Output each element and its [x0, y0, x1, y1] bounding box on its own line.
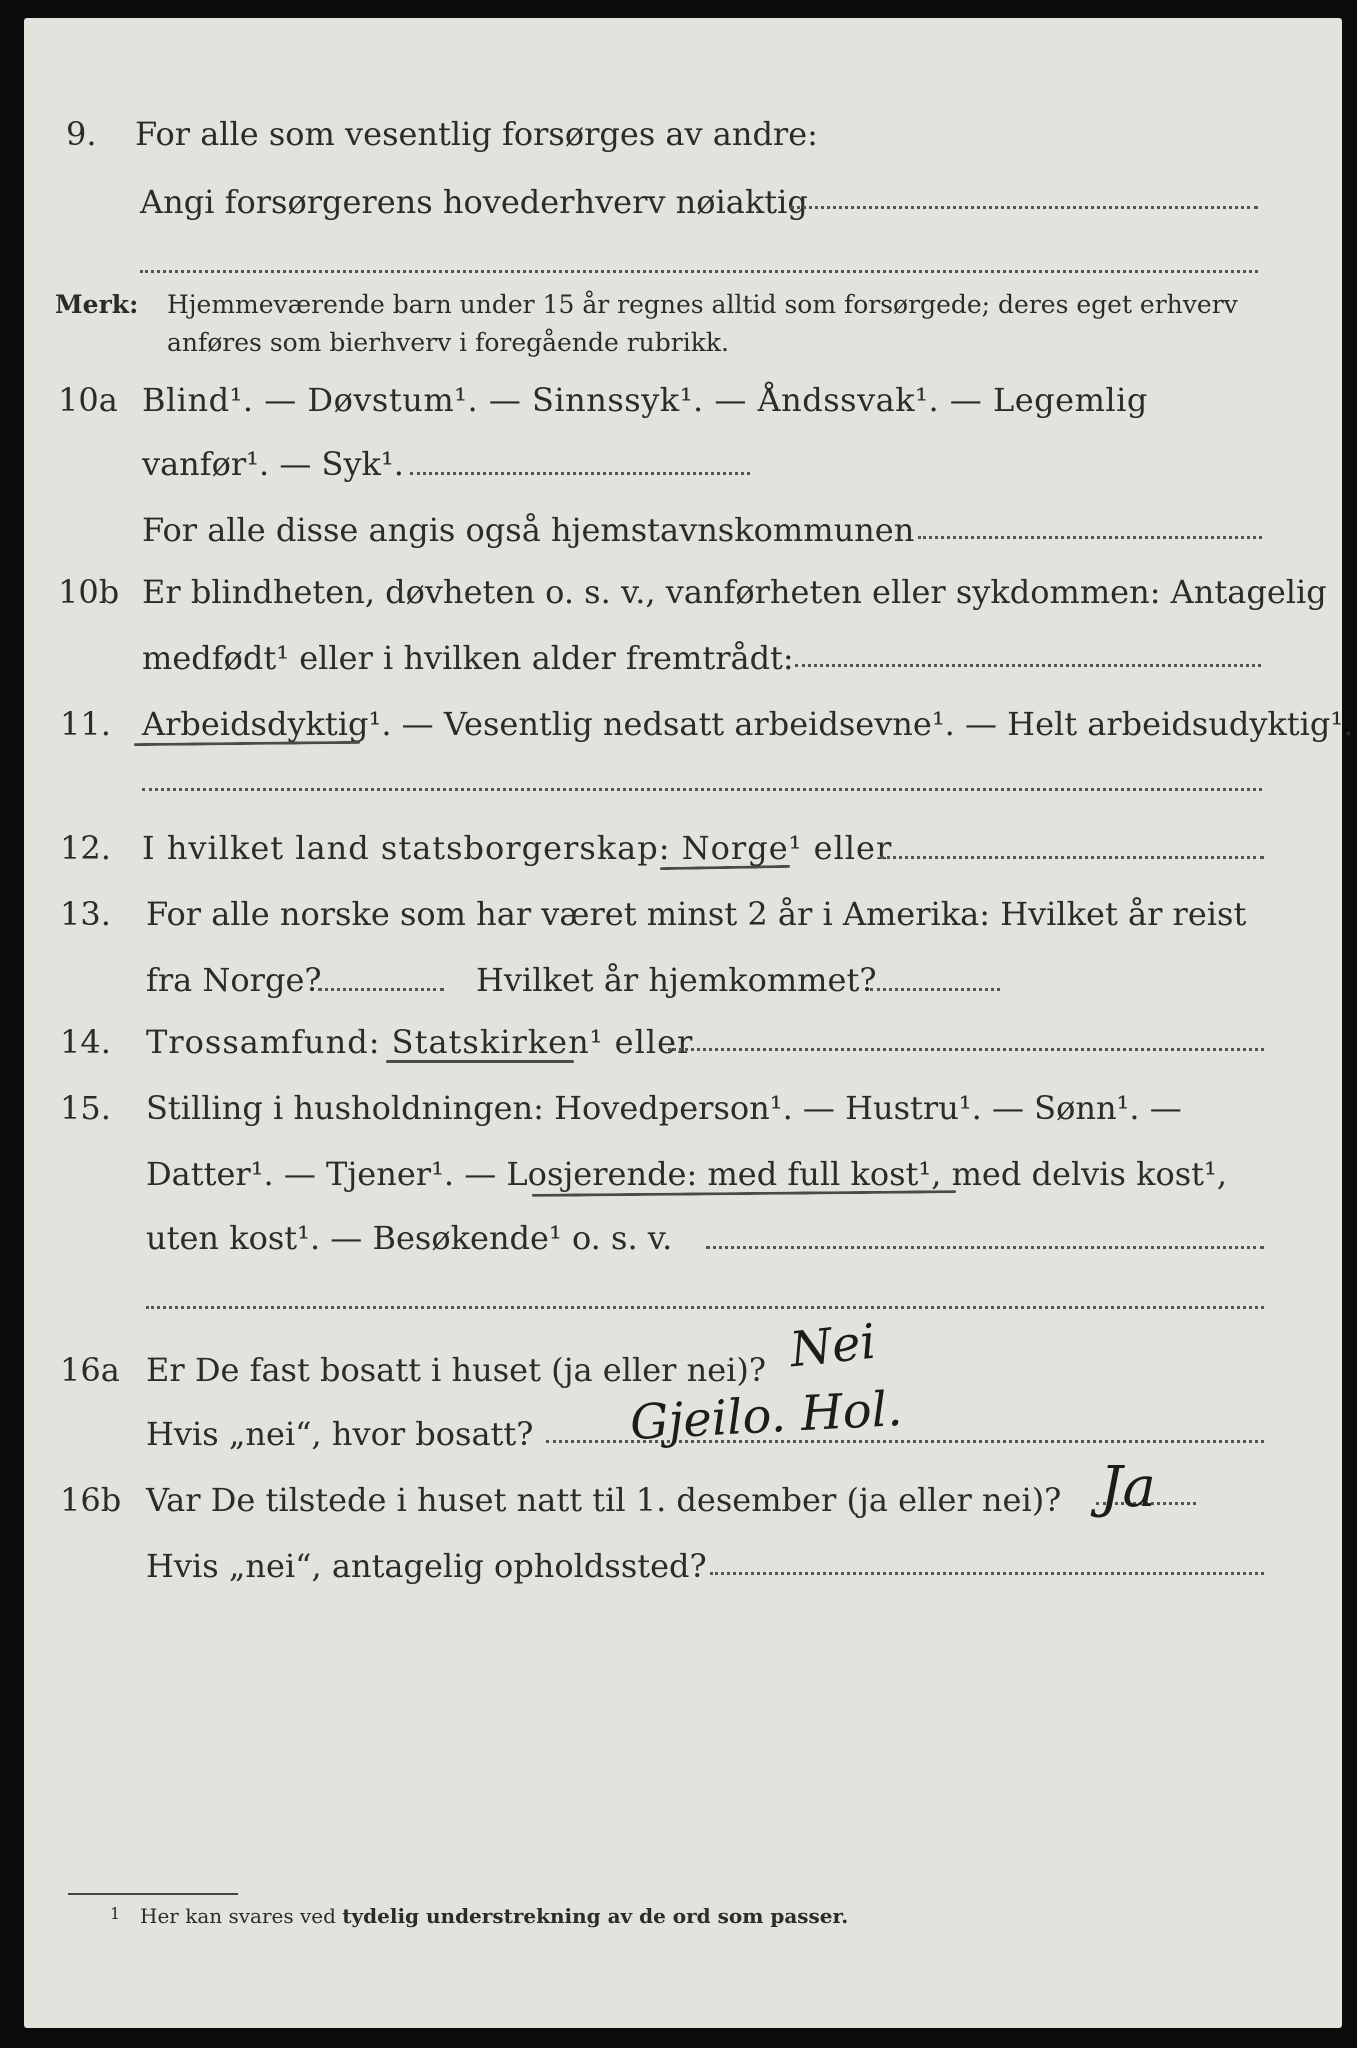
q11-number: 11. — [60, 705, 111, 743]
q13-text-2a: fra Norge? — [146, 961, 322, 999]
q14-answer-line[interactable] — [668, 1048, 1264, 1051]
q16b-answer-line-2[interactable] — [710, 1572, 1264, 1575]
q10a-text-3: For alle disse angis også hjemstavnskommunen — [142, 511, 915, 549]
q16a-handwritten-residence: Gjeilo. Hol. — [628, 1380, 904, 1452]
q16b-text-2: Hvis „nei“, antagelig opholdssted? — [146, 1547, 707, 1585]
q14-underline-mark — [386, 1060, 574, 1063]
merk-label: Merk: — [55, 290, 139, 319]
q16a-handwritten-answer: Nei — [787, 1313, 879, 1379]
q13-number: 13. — [60, 895, 111, 933]
q10b-text-2: medfødt¹ eller i hvilken alder fremtrådt: — [142, 639, 794, 677]
q13-text: For alle norske som har været minst 2 år i Amerika: Hvilket år reist — [146, 895, 1247, 933]
q10a-answer-line[interactable] — [410, 472, 750, 475]
q10a-text: Blind¹. — Døvstum¹. — Sinnssyk¹. — Åndssvak¹. — Legemlig — [142, 381, 1148, 419]
q14-text: Trossamfund: Statskirken¹ eller — [146, 1023, 694, 1061]
q16a-number: 16a — [60, 1351, 120, 1389]
q10a-number: 10a — [58, 381, 118, 419]
q11-text: Arbeidsdyktig¹. — Vesentlig nedsatt arbeidsevne¹. — Helt arbeidsudyktig¹. — [142, 705, 1354, 743]
footnote-rule — [68, 1893, 238, 1895]
q9-answer-line-2[interactable] — [140, 270, 1258, 273]
merk-text: Hjemmeværende barn under 15 år regnes alltid som forsørgede; deres eget erhverv — [167, 290, 1238, 319]
q10a-text-2: vanfør¹. — Syk¹. — [142, 445, 404, 483]
footnote-text — [140, 1906, 848, 1926]
q10b-number: 10b — [58, 573, 120, 611]
q12-text: I hvilket land statsborgerskap: Norge¹ eller — [142, 829, 893, 867]
q15-number: 15. — [60, 1089, 111, 1127]
q11-answer-line[interactable] — [142, 788, 1262, 791]
footnote-mark: 1 — [110, 1904, 121, 1923]
q16b-text: Var De tilstede i huset natt til 1. desember (ja eller nei)? — [146, 1481, 1062, 1519]
footnote-text-normal: Her kan svares ved — [140, 1904, 336, 1928]
q12-number: 12. — [60, 829, 111, 867]
q9-text: For alle som vesentlig forsørges av andre: — [135, 115, 818, 153]
q15-answer-line-2[interactable] — [146, 1306, 1264, 1309]
q9-answer-line[interactable] — [790, 206, 1258, 209]
q15-text: Stilling i husholdningen: Hovedperson¹. — Hustru¹. — Sønn¹. — — [146, 1089, 1182, 1127]
q16b-number: 16b — [60, 1481, 122, 1519]
q15-text-2: Datter¹. — Tjener¹. — Losjerende: med full kost¹, med delvis kost¹, — [146, 1155, 1228, 1193]
q15-text-3: uten kost¹. — Besøkende¹ o. s. v. — [146, 1219, 673, 1257]
q13-answer-line-2[interactable] — [870, 988, 1000, 991]
q16a-text: Er De fast bosatt i huset (ja eller nei)? — [146, 1351, 767, 1389]
q16a-text-2: Hvis „nei“, hvor bosatt? — [146, 1415, 534, 1453]
footnote-text-bold: tydelig understrekning av de ord som passer. — [342, 1904, 849, 1928]
q15-answer-line[interactable] — [706, 1246, 1264, 1249]
q9-number: 9. — [66, 115, 97, 153]
q12-answer-line[interactable] — [880, 856, 1264, 859]
q14-number: 14. — [60, 1023, 111, 1061]
q10b-answer-line[interactable] — [795, 664, 1261, 667]
q13-answer-line-1[interactable] — [318, 988, 444, 991]
q10a-answer-line-2[interactable] — [918, 536, 1262, 539]
q13-text-2b: Hvilket år hjemkommet? — [476, 961, 877, 999]
merk-text-2: anføres som bierhverv i foregående rubrikk. — [167, 328, 729, 357]
q9-text-2: Angi forsørgerens hovederhverv nøiaktig — [140, 183, 808, 221]
q10b-text: Er blindheten, døvheten o. s. v., vanførheten eller sykdommen: Antagelig — [142, 573, 1327, 611]
q16b-handwritten-answer: Ja — [1100, 1455, 1156, 1520]
